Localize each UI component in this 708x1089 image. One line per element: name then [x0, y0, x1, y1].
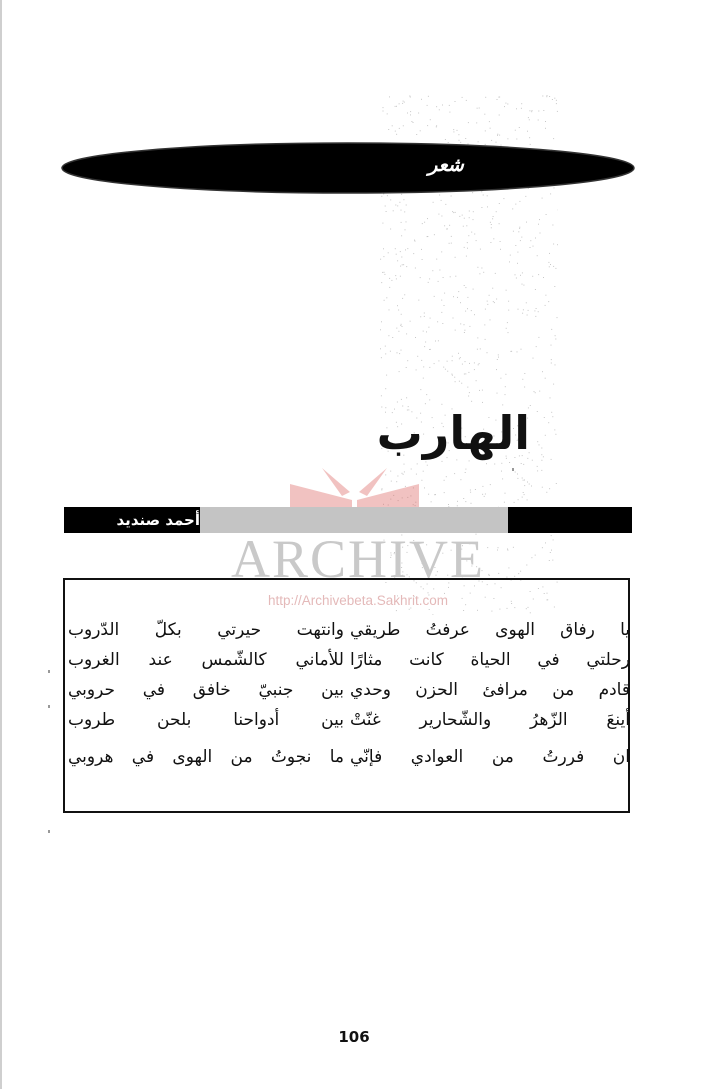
verse-second-hemistich: بين جنبيّ خافق في حروبي: [68, 680, 344, 700]
scan-speck: [48, 670, 50, 673]
verse-second-hemistich: ما نجوتُ من الهوى في هروبي: [68, 747, 344, 767]
watermark-text: ARCHIVE: [231, 529, 485, 589]
verse-first-hemistich: ان فررتُ من العوادي فإنّي: [350, 747, 630, 767]
verse-second-hemistich: وانتهت حيرتي بكلّ الدّروب: [68, 620, 344, 640]
verse-second-hemistich: بين أدواحنا بلحن طروب: [68, 710, 344, 730]
page-number: 106: [338, 1028, 370, 1046]
verse-first-hemistich: رحلتي في الحياة كانت مثارًا: [350, 650, 630, 670]
verse-second-hemistich: للأماني كالشّمس عند الغروب: [68, 650, 344, 670]
verse-first-hemistich: قادم من مرافئ الحزن وحدي: [350, 680, 630, 700]
section-label: شعر: [428, 154, 464, 176]
verse-first-hemistich: يا رفاق الهوى عرفتُ طريقي: [350, 620, 630, 640]
page-title: الهارب: [376, 406, 530, 460]
section-banner: [60, 140, 636, 196]
page-edge: [0, 0, 2, 1089]
scan-speck: [512, 468, 514, 471]
watermark-url: http://Archivebeta.Sakhrit.com: [267, 593, 449, 608]
scan-speck: [48, 705, 50, 708]
scan-speck: [48, 830, 50, 833]
author-name: أحمد صنديد: [116, 511, 200, 529]
verse-first-hemistich: أينعَ الزّهرُ والشّحارير غنّتْ: [350, 710, 630, 730]
